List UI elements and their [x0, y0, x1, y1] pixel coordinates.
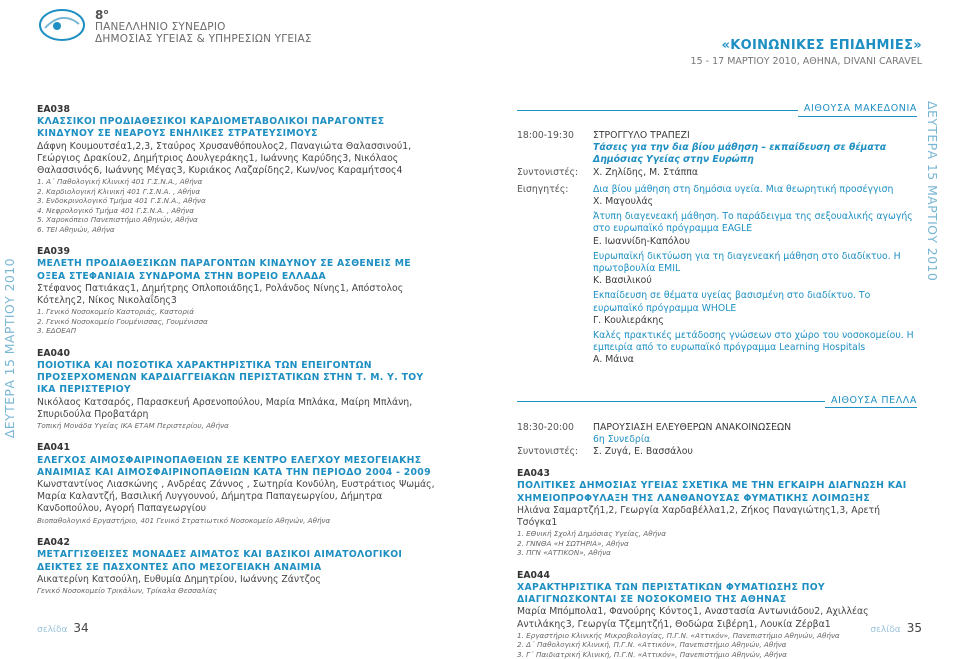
talks-list	[593, 184, 917, 370]
theme-title: «ΚΟΙΝΩΝΙΚΕΣ ΕΠΙΔΗΜΙΕΣ»	[721, 38, 922, 53]
conference-header	[95, 6, 312, 45]
abstract-title: ΜΕΛΕΤΗ ΠΡΟΔΙΑΘΕΣΙΚΩΝ ΠΑΡΑΓΟΝΤΩΝ ΚΙΝΔΥΝΟΥ ΣΕ ΑΣΘΕΝΕΙΣ ΜΕ ΟΞΕΑ ΣΤΕΦΑΝΙΑΙΑ ΣΥΝΔΡΟΜΑ ΣΤΗΝ ΒΟΡΕΙΟ ΕΛΛΑΔΑ	[37, 258, 411, 282]
abstract-affiliation: 1. Α΄ Παθολογική Κλινική 401 Γ.Σ.Ν.Α., Αθήνα	[37, 177, 203, 187]
abstract-block	[37, 104, 437, 234]
side-date-label-right: ΔΕΥΤΕΡΑ 15 ΜΑΡΤΙΟΥ 2010	[925, 101, 940, 282]
talk-title: Ευρωπαϊκή δικτύωση για τη διαγενεακή μάθηση στο διαδίκτυο. Η πρωτοβουλία EMIL	[593, 250, 901, 275]
abstract-affiliation: 3. Ενδοκρινολογικό Τμήμα 401 Γ.Σ.Ν.Α., Αθήνα	[37, 196, 206, 206]
talk-title: Καλές πρακτικές μετάδοσης γνώσεων στο χώρο του νοσοκομείου. Η εμπειρία από το ευρωπαϊκό πρόγραμμα Learning Hospitals	[593, 330, 914, 354]
speakers-label: Εισηγητές:	[517, 183, 569, 195]
hall-header-pella	[517, 396, 917, 408]
abstract-code: ΕΑ043	[517, 468, 550, 480]
edition-number: $8^o$	[95, 8, 109, 22]
session2-coordinators-row	[517, 446, 917, 458]
abstract-authors: Νικόλαος Κατσαρός, Παρασκευή Αρσενοπούλου, Μαρία Μπλάκα, Μαίρη Μπλάνη, Σπυριδούλα Προβατάρη	[37, 396, 413, 420]
conference-name-line1: ΠΑΝΕΛΛΗΝΙΟ ΣΥΝΕΔΡΙΟ	[95, 21, 226, 33]
abstract-affiliation: 1. Εργαστήριο Κλινικής Μικροβιολογίας, Π.Γ.Ν. «Αττικόν», Πανεπιστήμιο Αθηνών, Αθήνα	[517, 630, 840, 640]
talk-speaker: Α. Μάινα	[593, 354, 634, 366]
side-date-label-left: ΔΕΥΤΕΡΑ 15 ΜΑΡΤΙΟΥ 2010	[2, 258, 17, 439]
spacer	[37, 430, 437, 442]
abstract-title: ΚΛΑΣΣΙΚΟΙ ΠΡΟΔΙΑΘΕΣΙΚΟΙ ΚΑΡΔΙΟΜΕΤΑΒΟΛΙΚΟΙ ΠΑΡΑΓΟΝΤΕΣ ΚΙΝΔΥΝΟΥ ΣΕ ΝΕΑΡΟΥΣ ΕΝΗΛΙΚΕΣ ΣΤΡΑΤΕΥΣΙΜΟΥΣ	[37, 116, 385, 140]
abstract-affiliation: 3. ΠΓΝ «ΑΤΤΙΚΟΝ», Αθήνα	[517, 548, 611, 558]
abstract-authors: Δάφνη Κουμουτσέα1,2,3, Σταύρος Χρυσανθόπουλος2, Παναγιώτα Θαλασσινού1, Γεώργιος Δρακίου2, Δημήτριος Δουλγεράκης1, Ιωάννης Καρύδης3, Νικόλαος Θαλασσινός6, Ιωάννης Μέγας3, Κυριάκος Λαζαρίδης2, Κων/νος Καραμήτσος4	[37, 140, 412, 177]
session-subtitle-row	[517, 142, 917, 166]
session-time-row	[517, 130, 917, 142]
talk-speaker: Κ. Βασιλικού	[593, 275, 652, 287]
spacer	[37, 525, 437, 537]
abstract-affiliation: 2. Δ΄ Παθολογική Κλινική, Π.Γ.Ν. «Αττικόν», Πανεπιστήμιο Αθηνών, Αθήνα	[517, 640, 787, 650]
hall-header-makedonia	[517, 104, 917, 116]
session2-subtitle: 6η Συνεδρία	[593, 433, 651, 445]
coordinators-value: Σ. Ζυγά, Ε. Βασσάλου	[593, 446, 693, 458]
right-abstracts	[517, 468, 917, 659]
abstract-title: ΧΑΡΑΚΤΗΡΙΣΤΙΚΑ ΤΩΝ ΠΕΡΙΣΤΑΤΙΚΩΝ ΦΥΜΑΤΙΩΣΗΣ ΠΟΥ ΔΙΑΓΙΓΝΩΣΚΟΝΤΑΙ ΣΕ ΝΟΣΟΚΟΜΕΙΟ ΤΗΣ ΑΘΗΝΑΣ	[517, 581, 825, 606]
abstract-block	[37, 442, 437, 525]
abstract-affiliation: 6. ΤΕΙ Αθηνών, Αθήνα	[37, 224, 115, 234]
abstract-title: ΠΟΛΙΤΙΚΕΣ ΔΗΜΟΣΙΑΣ ΥΓΕΙΑΣ ΣΧΕΤΙΚΑ ΜΕ ΤΗΝ ΕΓΚΑΙΡΗ ΔΙΑΓΝΩΣΗ ΚΑΙ ΧΗΜΕΙΟΠΡΟΦΥΛΑΞΗ ΤΗΣ ΛΑΝΘΑΝΟΥΣΑΣ ΦΥΜΑΤΙΚΗΣ ΛΟΙΜΩΞΗΣ	[517, 480, 907, 504]
abstract-block	[517, 570, 917, 659]
talk-speaker: Χ. Μαγουλάς	[593, 196, 654, 208]
theme-date-venue: 15 - 17 ΜΑΡΤΙΟΥ 2010, ΑΘΗΝΑ, DIVANI CARAVEL	[690, 56, 922, 67]
hall-name: ΑΙΘΟΥΣΑ ΠΕΛΛΑ	[825, 395, 917, 408]
session2-time: 18:30-20:00	[517, 421, 574, 433]
talk-item	[593, 290, 917, 327]
abstract-code: ΕΑ040	[37, 347, 70, 359]
abstract-code: ΕΑ044	[517, 569, 550, 581]
spacer	[37, 336, 437, 348]
talk-item	[593, 211, 917, 248]
abstract-affiliation: 2. Γενικό Νοσοκομείο Γουμένισσας, Γουμένισσα	[37, 316, 208, 326]
talk-speaker: Ε. Ιωαννίδη-Καπόλου	[593, 235, 690, 247]
abstract-authors: Ηλιάνα Σαμαρτζή1,2, Γεωργία Χαρδαβέλλα1,2, Ζήκος Παναγιώτης1,3, Αρετή Τσόγκα1	[517, 504, 880, 529]
abstract-authors: Κωνσταντίνος Λιασκώνης , Ανδρέας Ζάννος , Σωτηρία Κονδύλη, Ευστράτιος Ψωμάς, Μαρία Καλαντζή, Βασιλική Λυγγουνού, Δήμητρα Παπαγεωργίου, Δήμητρα Κανδοπούλου, Αγορή Παπαγεωργίου	[37, 479, 435, 515]
conference-theme	[691, 38, 922, 67]
abstract-block	[37, 246, 437, 336]
abstract-affiliation: Γενικό Νοσοκομείο Τρικάλων, Τρίκαλα Θεσσαλίας	[37, 585, 218, 595]
speakers-row	[517, 184, 917, 370]
talk-title: Εκπαίδευση σε θέματα υγείας βασισμένη στο διαδίκτυο. Το ευρωπαϊκό πρόγραμμα WHOLE	[593, 290, 871, 314]
abstract-affiliation: 1. Γενικό Νοσοκομείο Καστοριάς, Καστοριά	[37, 307, 195, 317]
session2-type: ΠΑΡΟΥΣΙΑΣΗ ΕΛΕΥΘΕΡΩΝ ΑΝΑΚΟΙΝΩΣΕΩΝ	[593, 421, 792, 433]
coordinators-label: Συντονιστές:	[517, 446, 579, 458]
session-subtitle: Τάσεις για την δια βίου μάθηση – εκπαίδευση σε θέματα Δημόσιας Υγείας στην Ευρώπη	[593, 142, 887, 166]
abstract-code: ΕΑ038	[37, 104, 70, 115]
right-column	[517, 104, 917, 659]
left-column	[37, 104, 437, 595]
abstract-code: ΕΑ041	[37, 442, 70, 454]
abstract-title: ΜΕΤΑΓΓΙΣΘΕΙΣΕΣ ΜΟΝΑΔΕΣ ΑΙΜΑΤΟΣ ΚΑΙ ΒΑΣΙΚΟΙ ΑΙΜΑΤΟΛΟΓΙΚΟΙ ΔΕΙΚΤΕΣ ΣΕ ΠΑΣΧΟΝΤΕΣ ΑΠΟ ΜΕΣΟΓΕΙΑΚΗ ΑΝΑΙΜΙΑ	[37, 549, 403, 573]
conference-logo	[37, 6, 87, 44]
page-number-left: σελίδα 34	[37, 621, 89, 635]
abstract-affiliation: 2. Καρδιολογική Κλινική 401 Γ.Σ.Ν.Α. , Αθήνα	[37, 186, 201, 196]
page-number-right: σελίδα 35	[870, 621, 922, 635]
talk-item	[593, 251, 917, 288]
abstract-affiliation: 3. ΕΔΟΕΑΠ	[37, 326, 77, 336]
abstract-authors: Στέφανος Πατιάκας1, Δημήτρης Οπλοποιάδης1, Ρολάνδος Νίνης1, Απόστολος Κότελης2, Νίκος Νικολαΐδης3	[37, 282, 404, 307]
abstract-code: ΕΑ039	[37, 246, 70, 258]
abstract-block	[517, 468, 917, 558]
abstract-title: ΕΛΕΓΧΟΣ ΑΙΜΟΣΦΑΙΡΙΝΟΠΑΘΕΙΩΝ ΣΕ ΚΕΝΤΡΟ ΕΛΕΓΧΟΥ ΜΕΣΟΓΕΙΑΚΗΣ ΑΝΑΙΜΙΑΣ ΚΑΙ ΑΙΜΟΣΦΑΙΡΙΝΟΠΑΘΕΙΩΝ ΚΑΤΑ ΤΗΝ ΠΕΡΙΟΔΟ 2004 - 2009	[37, 454, 431, 478]
spacer	[37, 234, 437, 246]
abstract-authors: Μαρία Μπόμπολα1, Φανούρης Κόντος1, Αναστασία Αντωνιάδου2, Αχιλλέας Αντιλάκης3, Γεωργία Τζεμητζή1, Θοδώρα Σιβέρη1, Λουκία Ζέρβα1	[517, 606, 869, 630]
abstract-title: ΠΟΙΟΤΙΚΑ ΚΑΙ ΠΟΣΟΤΙΚΑ ΧΑΡΑΚΤΗΡΙΣΤΙΚΑ ΤΩΝ ΕΠΕΙΓΟΝΤΩΝ ΠΡΟΣΕΡΧΟΜΕΝΩΝ ΚΑΡΔΙΑΓΓΕΙΑΚΩΝ ΠΕΡΙΣΤΑΤΙΚΩΝ ΣΤΗΝ Τ. Μ. Υ. ΤΟΥ ΙΚΑ ΠΕΡΙΣΤΕΡΙΟΥ	[37, 359, 424, 396]
abstract-affiliation: Βιοπαθολογικό Εργαστήριο, 401 Γενικό Στρατιωτικό Νοσοκομείο Αθηνών, Αθήνα	[37, 515, 331, 525]
coordinators-label: Συντονιστές:	[517, 166, 579, 178]
abstract-block	[37, 348, 437, 431]
spacer	[517, 558, 917, 570]
abstract-affiliation: 5. Χαροκόπειο Πανεπιστήμιο Αθηνών, Αθήνα	[37, 215, 198, 225]
abstract-affiliation: Τοπική Μονάδα Υγείας ΙΚΑ ΕΤΑΜ Περιστερίου, Αθήνα	[37, 420, 229, 430]
abstract-affiliation: 2. ΓΝΝΘΑ «Η ΣΩΤΗΡΙΑ», Αθήνα	[517, 538, 629, 548]
abstract-affiliation: 1. ΕΘνική Σχολή Δημόσιας Υγείας, Αθήνα	[517, 529, 666, 539]
talk-title: Άτυπη διαγενεακή μάθηση. Το παράδειγμα της σεξουαλικής αγωγής στο ευρωπαϊκό πρόγραμμα EAGLE	[593, 211, 913, 235]
abstract-authors: Αικατερίνη Κατσούλη, Ευθυμία Δημητρίου, Ιωάννης Ζάντζος	[37, 573, 321, 585]
talk-item	[593, 330, 917, 367]
session-type: ΣΤΡΟΓΓΥΛΟ ΤΡΑΠΕΖΙ	[593, 130, 690, 141]
abstract-block	[37, 537, 437, 595]
conference-name-line2: ΔΗΜΟΣΙΑΣ ΥΓΕΙΑΣ & ΥΠΗΡΕΣΙΩΝ ΥΓΕΙΑΣ	[95, 33, 312, 45]
coordinators-row	[517, 167, 917, 179]
abstract-affiliation: 4. Νεφρολογικό Τμήμα 401 Γ.Σ.Ν.Α. , Αθήνα	[37, 205, 194, 215]
abstract-affiliation: 3. Γ΄ Παιδιατρική Κλινική, Π.Γ.Ν. «Αττικόν», Πανεπιστήμιο Αθηνών, Αθήνα	[517, 649, 787, 659]
talk-item	[593, 184, 917, 208]
session2-subtitle-row	[517, 434, 917, 446]
abstract-code: ΕΑ042	[37, 537, 70, 549]
session2-time-row	[517, 422, 917, 434]
hall-name: ΑΙΘΟΥΣΑ ΜΑΚΕΔΟΝΙΑ	[798, 103, 917, 116]
talk-title: Δια βίου μάθηση στη δημόσια υγεία. Μια θεωρητική προσέγγιση	[593, 183, 894, 195]
session-time: 18:00-19:30	[517, 130, 574, 141]
coordinators-value: Χ. Ζηλίδης, Μ. Στάππα	[593, 166, 698, 178]
talk-speaker: Γ. Κουλιεράκης	[593, 314, 664, 326]
